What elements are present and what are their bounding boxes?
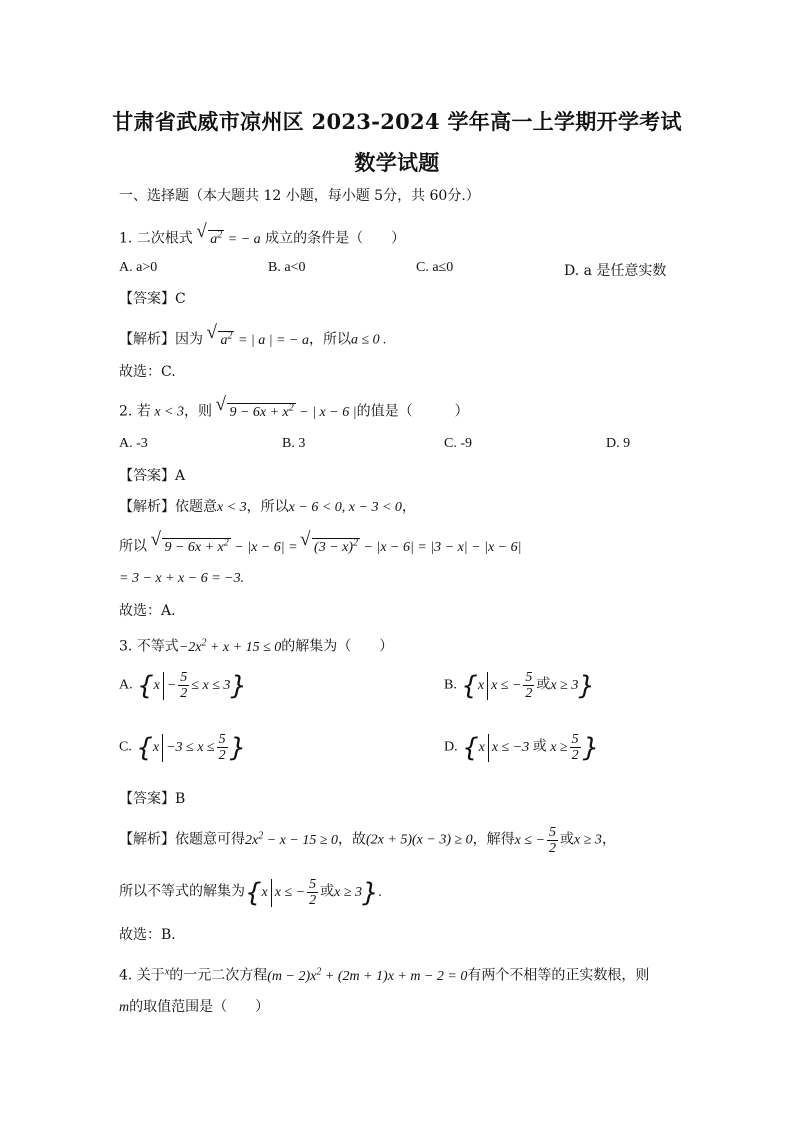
q3-answer: 【答案】B: [119, 791, 186, 807]
q3-option-b: B. {x x ≤ − $\frac{5}{2}$ 或x ≥ 3}: [444, 670, 595, 701]
q1-conclusion: 故选：C.: [119, 364, 176, 380]
document-title: 甘肃省武威市凉州区 2023-2024 学年高一上学期开学考试: [112, 109, 682, 134]
q2-option-b: B. 3: [282, 436, 306, 451]
q3-conclusion: 故选：B．: [119, 927, 186, 943]
q2-conclusion: 故选：A.: [119, 603, 176, 619]
q1-prefix: 1. 二次根式: [119, 230, 193, 247]
q3-option-d: D. {x x ≤ −3 或 x ≥ $\frac{5}{2}$ }: [444, 732, 600, 763]
q3-option-a: A. {x − $\frac{5}{2}$ ≤ x ≤ 3}: [119, 670, 247, 701]
q2-option-c: C. -9: [444, 436, 472, 451]
q1-analysis: 【解析】因为 √ $a^2$ = | a | = − a，所以a ≤ 0 .: [119, 326, 387, 351]
q2-analysis-line2: 所以 √ $9 - 6x + x^2 - |x - 6|$ = √ $(3 - x)^2 - |x - 6| = |3 - x| - |x - 6|$: [119, 533, 521, 558]
q1-answer: 【答案】C: [119, 291, 186, 307]
q1-option-b: B. a<0: [268, 260, 306, 275]
section-heading: 一、选择题（本大题共 12 小题，每小题 5分，共 60分.）: [119, 188, 480, 204]
q2-answer: 【答案】A: [119, 468, 186, 484]
q3-analysis-line2: 所以不等式的解集为{x x ≤ − $\frac{5}{2}$ 或x ≥ 3}.: [119, 877, 383, 908]
q1-suffix: 成立的条件是（ ）: [265, 230, 406, 247]
q2-analysis: 【解析】依题意x < 3，所以x − 6 < 0, x − 3 < 0，: [119, 499, 416, 515]
q1-option-a: A. a>0: [119, 260, 158, 275]
q3-analysis: 【解析】依题意可得$2x^2 - x - 15 \ge 0$，故(2x + 5)(x − 3) ≥ 0，解得x ≤ − $\frac{5}{2}$ 或x ≥ 3，: [119, 825, 616, 856]
document-subtitle: 数学试题: [354, 150, 440, 175]
q3-option-c: C. {x −3 ≤ x ≤ $\frac{5}{2}$ }: [119, 732, 247, 763]
q1-option-d: D. a 是任意实数: [564, 263, 667, 279]
question-1: [119, 225, 405, 250]
q1-option-c: C. a≤0: [416, 260, 454, 275]
question-4-line2: m的取值范围是（ ）: [119, 999, 270, 1015]
q2-option-a: A. -3: [119, 436, 148, 451]
question-2: 2. 若 x < 3，则 √ $9 - 6x + x^2$ − | x − 6 |的值是（ ）: [119, 398, 469, 423]
question-4: 4. 关于$^x$的一元二次方程$(m - 2)x^2 + (2m + 1)x + m - 2 = 0$有两个不相等的正实数根，则: [119, 966, 650, 984]
question-3: 3. 不等式$-2x^2 + x + 15 \le 0$的解集为（ ）: [119, 637, 394, 655]
q2-analysis-line3: = 3 − x + x − 6 = −3.: [119, 571, 245, 586]
q1-formula: √ $a^2$ = − a: [197, 232, 260, 247]
q2-option-d: D. 9: [606, 436, 631, 451]
